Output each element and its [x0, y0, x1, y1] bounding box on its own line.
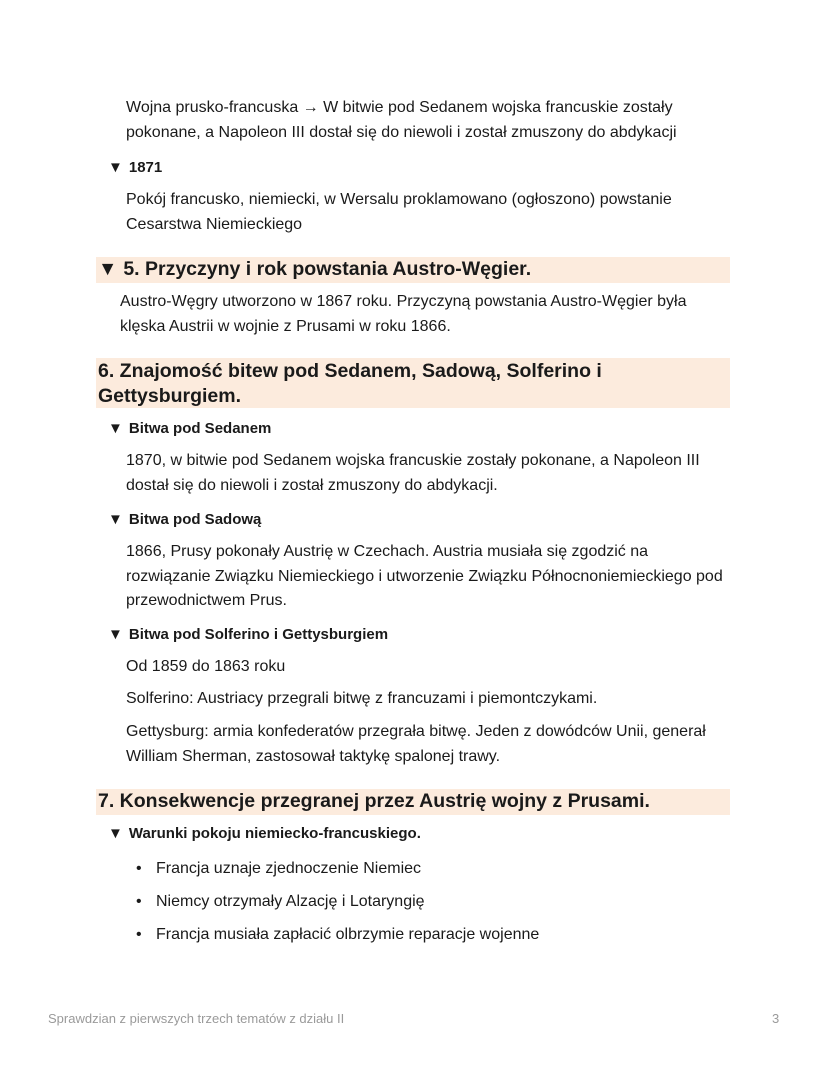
toggle-solferino[interactable] [108, 625, 388, 645]
solferino-dates: Od 1859 do 1863 roku [126, 658, 286, 675]
section-7-heading [96, 789, 730, 815]
toggle-sadowa[interactable] [108, 510, 261, 530]
solferino-text: Solferino: Austriacy przegrali bitwę z francuzami i piemontczykami. [126, 690, 598, 707]
sedan-text: 1870, w bitwie pod Sedanem wojska francuskie zostały pokonane, a Napoleon III dostał się do niewoli i został zmuszony do abdykacji. [126, 452, 700, 494]
toggle-sedan[interactable] [108, 419, 271, 439]
triangle-down-icon: ▼ [98, 258, 118, 280]
peace-terms-list [128, 857, 539, 956]
gettysburg-text: Gettysburg: armia konfederatów przegrała bitwę. Jeden z dowódców Unii, generał William Sherman, zastosował taktykę spalonej trawy. [126, 723, 706, 765]
toggle-peace-terms[interactable] [108, 824, 421, 844]
list-item: • Niemcy otrzymały Alzację i Lotaryngię [128, 890, 539, 914]
sadowa-text: 1866, Prusy pokonały Austrię w Czechach. Austria musiała się zgodzić na rozwiązanie Związku Niemieckiego i utworzenie Związku Północnoniemieckiego pod przewodnictwem Prus. [126, 543, 723, 609]
section-7-title: 7. Konsekwencje przegranej przez Austrię wojny z Prusami. [98, 790, 650, 812]
toggle-1871[interactable] [108, 158, 162, 178]
triangle-down-icon: ▼ [108, 420, 123, 437]
section-6-title: 6. Znajomość bitew pod Sedanem, Sadową, Solferino i Gettysburgiem. [98, 360, 602, 407]
page-number: 3 [772, 1011, 780, 1026]
list-item: • Francja musiała zapłacić olbrzymie reparacje wojenne [128, 923, 539, 947]
list-item: • Francja uznaje zjednoczenie Niemiec [128, 857, 539, 881]
toggle-1871-label: 1871 [128, 159, 163, 176]
toggle-peace-terms-label: Warunki pokoju niemiecko-francuskiego. [128, 825, 421, 842]
prev-paragraph-peace: Pokój francusko, niemiecki, w Wersalu proklamowano (ogłoszono) powstanie Cesarstwa Niemieckiego [126, 191, 672, 233]
footer-title: Sprawdzian z pierwszych trzech tematów z działu II [48, 1011, 345, 1026]
triangle-down-icon: ▼ [108, 626, 123, 643]
section-5-title: 5. Przyczyny i rok powstania Austro-Węgier. [123, 258, 532, 280]
toggle-solferino-label: Bitwa pod Solferino i Gettysburgiem [128, 626, 389, 643]
prev-paragraph-war: Wojna prusko-francuska → W bitwie pod Sedanem wojska francuskie zostały pokonane, a Napoleon III dostał się do niewoli i został zmuszony do abdykacji [126, 99, 677, 141]
triangle-down-icon: ▼ [108, 511, 123, 528]
triangle-down-icon: ▼ [108, 159, 123, 176]
toggle-sadowa-label: Bitwa pod Sadową [128, 511, 262, 528]
section-6-heading [96, 358, 730, 408]
section-5-heading[interactable] [96, 257, 730, 283]
toggle-sedan-label: Bitwa pod Sedanem [128, 420, 272, 437]
section-5-text: Austro-Węgry utworzono w 1867 roku. Przyczyną powstania Austro-Węgier była klęska Austrii w wojnie z Prusami w roku 1866. [120, 293, 687, 335]
triangle-down-icon: ▼ [108, 825, 123, 842]
